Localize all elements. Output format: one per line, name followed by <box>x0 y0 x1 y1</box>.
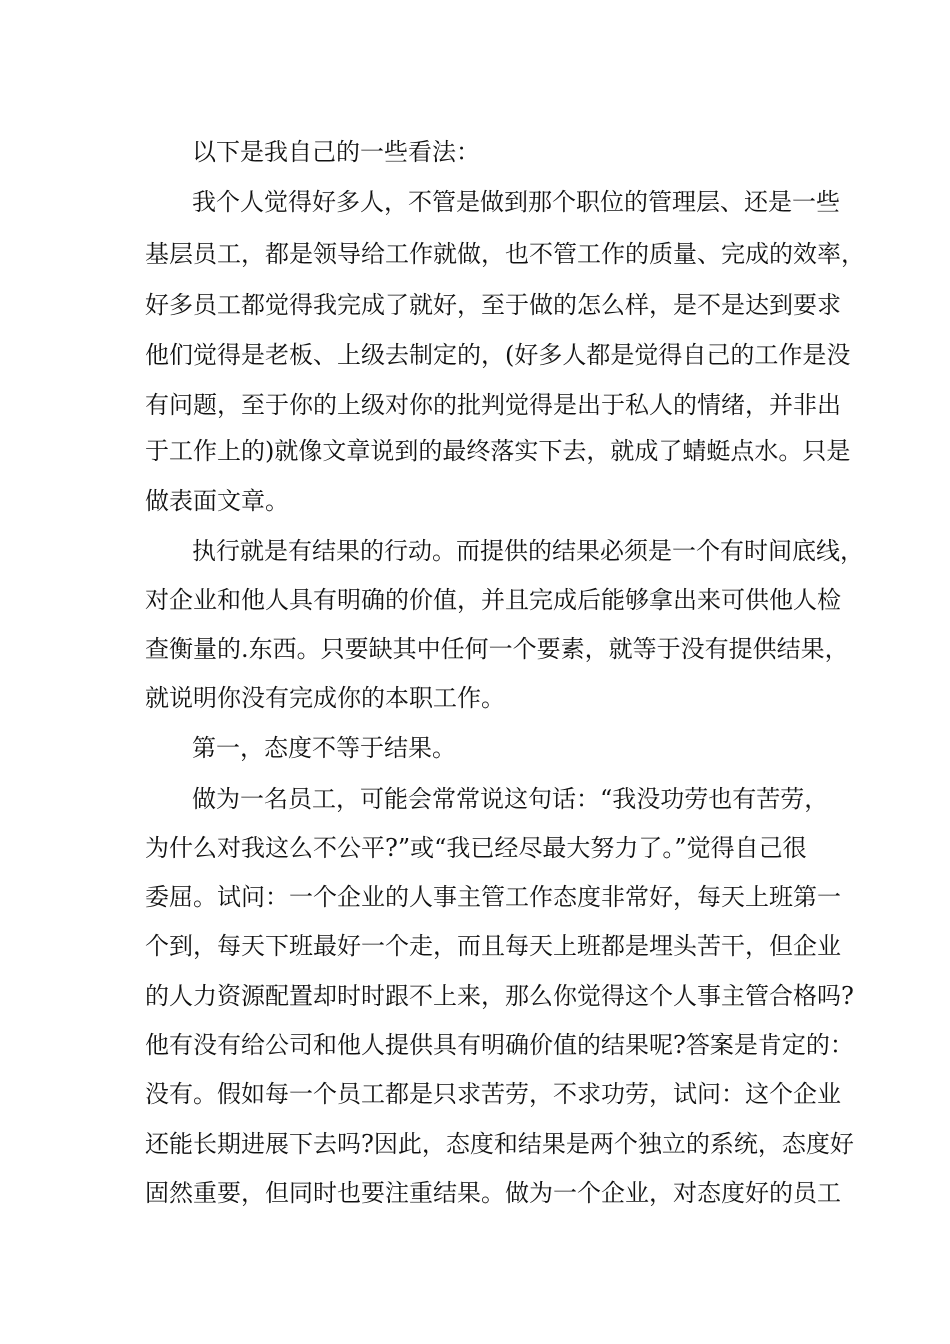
paragraph-4-line-4: 个到，每天下班最好一个走，而且每天上班都是埋头苦干，但企业 <box>145 932 841 960</box>
paragraph-2-line-2: 基层员工，都是领导给工作就做，也不管工作的质量、完成的效率， <box>145 240 865 268</box>
paragraph-4-line-6: 他有没有给公司和他人提供具有明确价值的结果呢?答案是肯定的： <box>145 1031 854 1059</box>
paragraph-4-line-9: 固然重要，但同时也要注重结果。做为一个企业，对态度好的员工 <box>145 1179 841 1207</box>
paragraph-2-line-4: 他们觉得是老板、上级去制定的，(好多人都是觉得自己的工作是没 <box>145 341 851 369</box>
paragraph-2-line-5: 有问题，至于你的上级对你的批判觉得是出于私人的情绪，并非出 <box>145 391 841 419</box>
paragraph-1-line-1: 以下是我自己的一些看法： <box>192 138 480 166</box>
paragraph-3-line-4: 就说明你没有完成你的本职工作。 <box>145 684 505 712</box>
paragraph-3-line-1: 执行就是有结果的行动。而提供的结果必须是一个有时间底线， <box>192 537 864 565</box>
paragraph-2-line-1: 我个人觉得好多人，不管是做到那个职位的管理层、还是一些 <box>192 188 840 216</box>
paragraph-4-line-5: 的人力资源配置却时时跟不上来，那么你觉得这个人事主管合格吗? <box>145 982 854 1010</box>
paragraph-4-line-3: 委屈。试问：一个企业的人事主管工作态度非常好，每天上班第一 <box>145 883 841 911</box>
paragraph-4-line-7: 没有。假如每一个员工都是只求苦劳，不求功劳，试问：这个企业 <box>145 1080 841 1108</box>
paragraph-4-line-8: 还能长期进展下去吗?因此，态度和结果是两个独立的系统，态度好 <box>145 1130 854 1158</box>
paragraph-2-line-6: 于工作上的)就像文章说到的最终落实下去，就成了蜻蜓点水。只是 <box>145 437 851 465</box>
paragraph-3-line-2: 对企业和他人具有明确的价值，并且完成后能够拿出来可供他人检 <box>145 586 841 614</box>
paragraph-2-line-3: 好多员工都觉得我完成了就好，至于做的怎么样，是不是达到要求 <box>145 291 841 319</box>
paragraph-4-line-2: 为什么对我这么不公平?”或“我已经尽最大努力了。”觉得自己很 <box>145 834 807 862</box>
paragraph-4-line-1: 做为一名员工，可能会常常说这句话：“我没功劳也有苦劳， <box>192 785 829 813</box>
section-heading-attitude: 第一，态度不等于结果。 <box>192 734 456 762</box>
paragraph-2-line-7: 做表面文章。 <box>145 487 289 515</box>
paragraph-3-line-3: 查衡量的.东西。只要缺其中任何一个要素，就等于没有提供结果， <box>145 635 849 663</box>
